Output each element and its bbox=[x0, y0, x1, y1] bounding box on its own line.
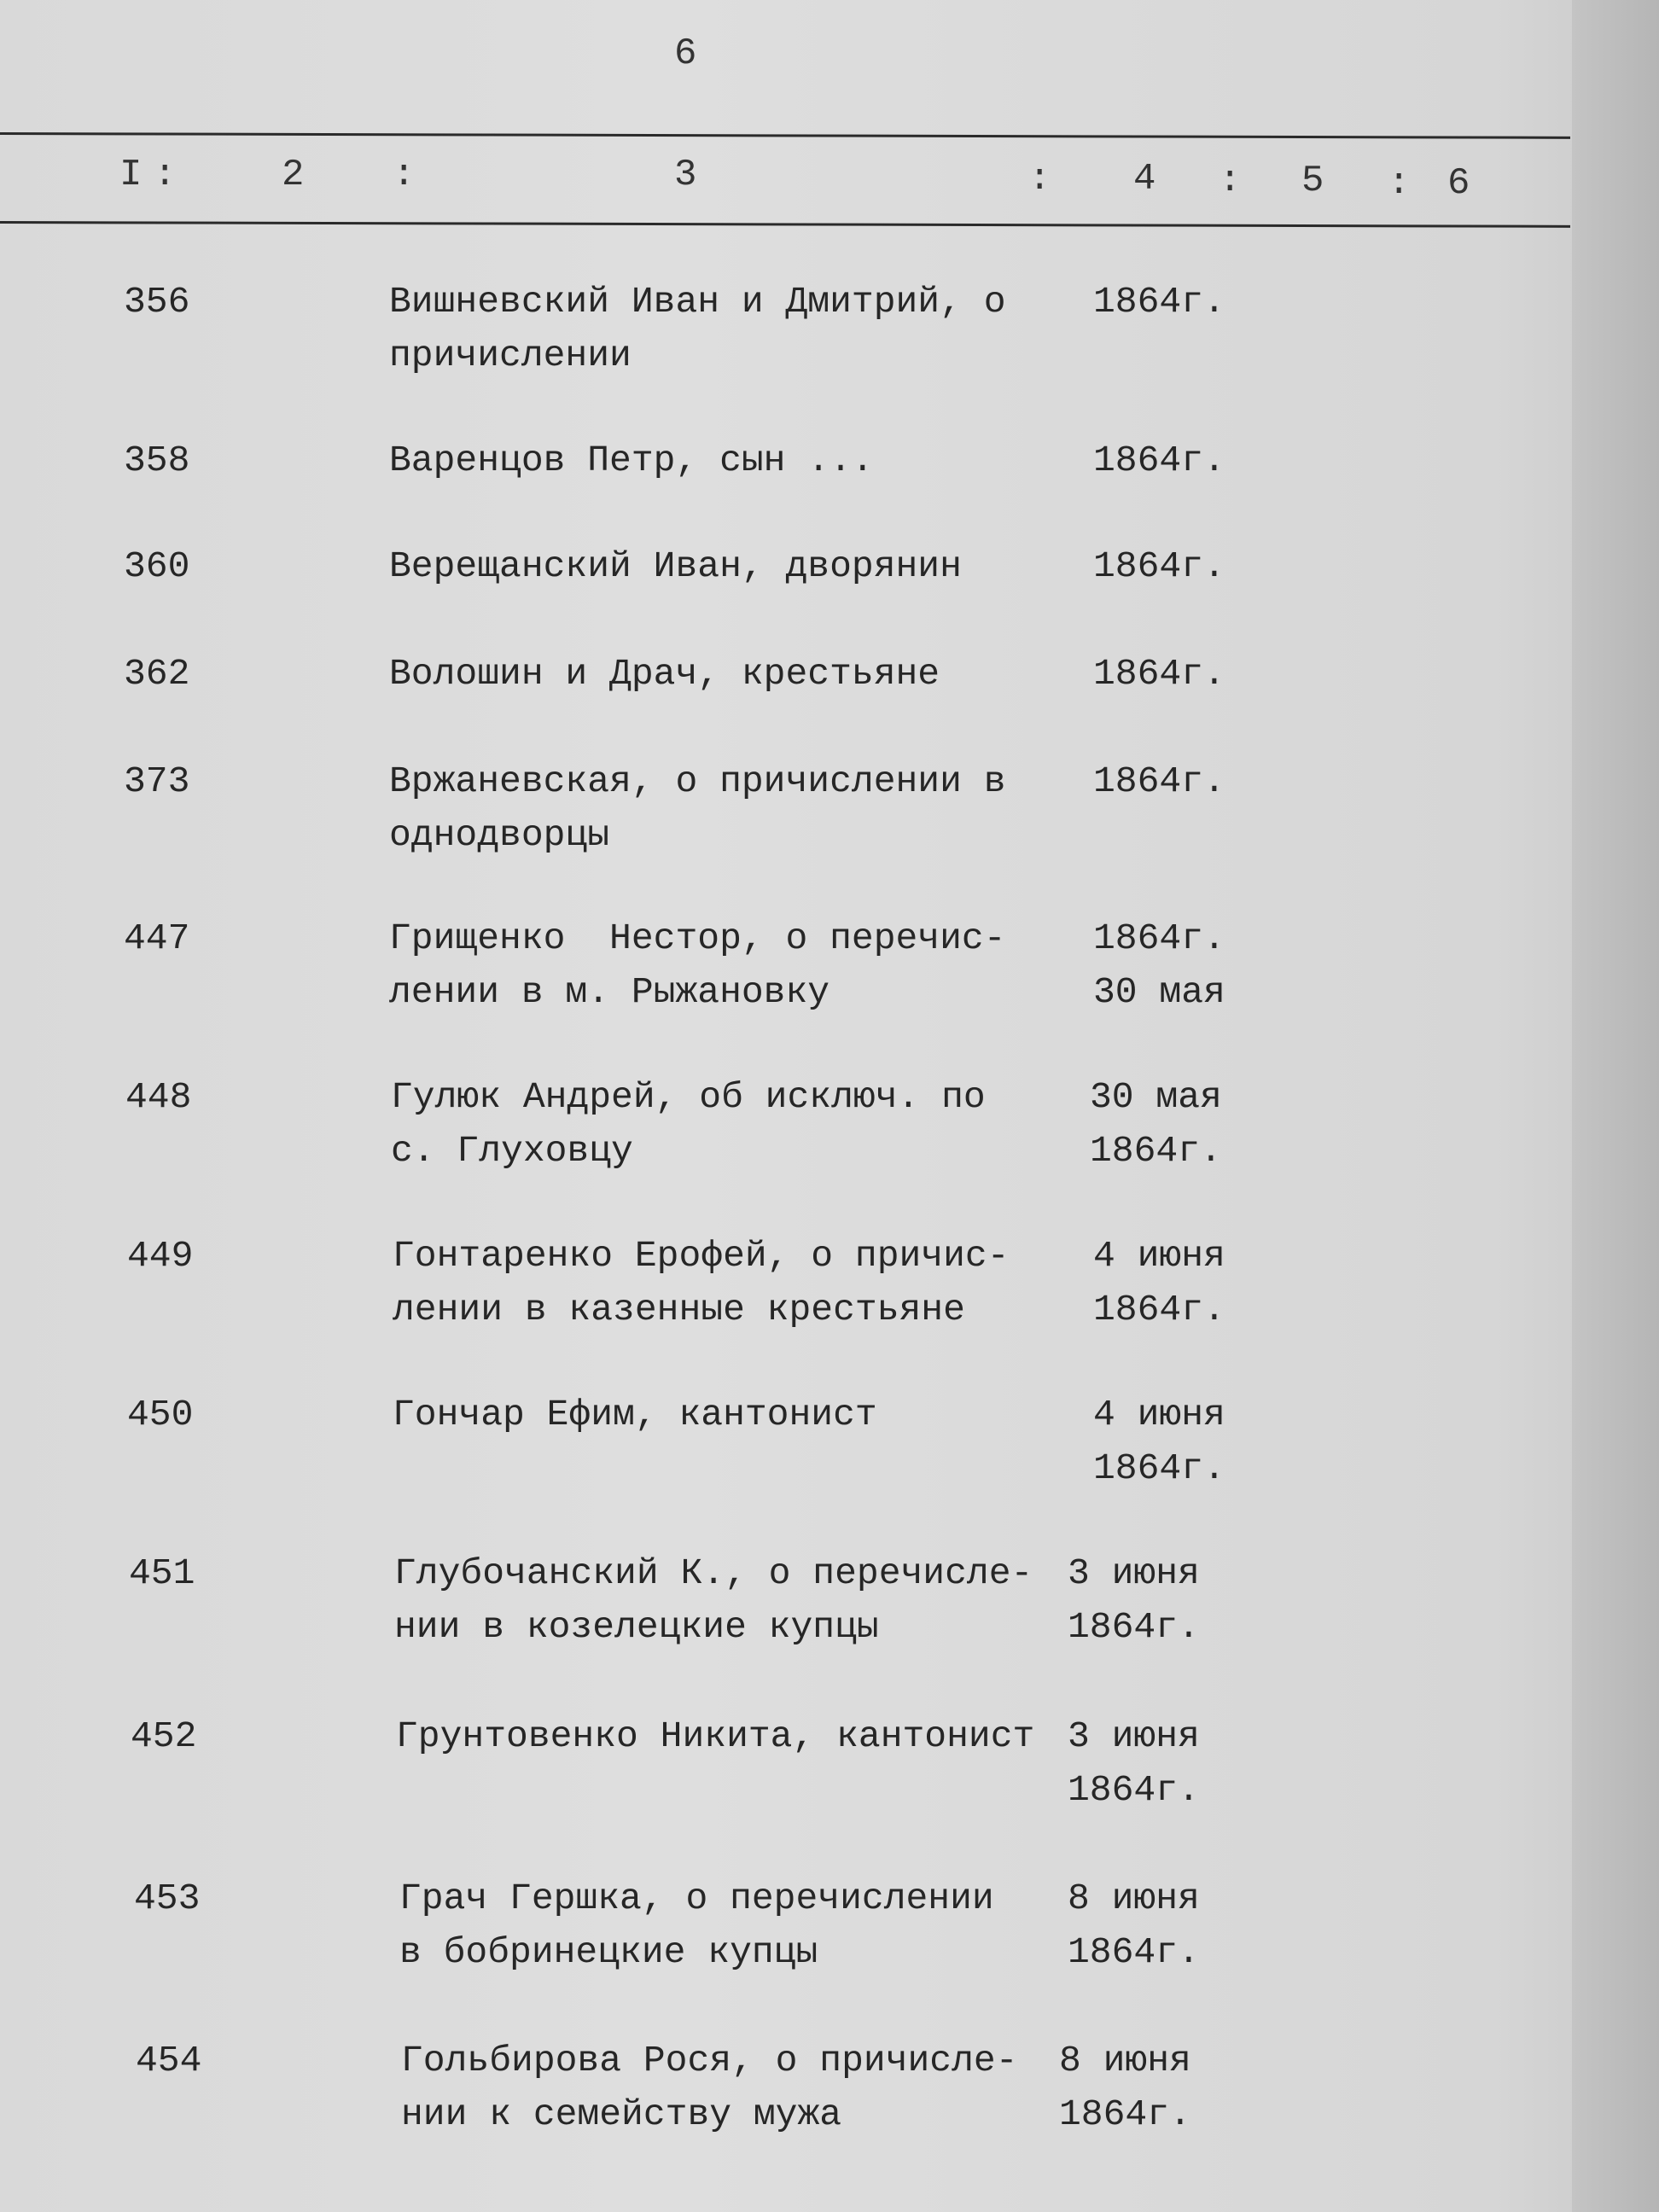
record-date bbox=[1093, 1388, 1225, 1495]
adjacent-page-edge bbox=[1572, 0, 1659, 2212]
record-description bbox=[389, 911, 1006, 1019]
record-number: 451 bbox=[129, 1552, 195, 1594]
date-line: 3 июня bbox=[1068, 1715, 1200, 1757]
date-line: 1864г. bbox=[1090, 1130, 1222, 1172]
description-line: Вишневский Иван и Дмитрий, о bbox=[389, 281, 1006, 323]
header-separator: : bbox=[393, 154, 416, 196]
record-date bbox=[1093, 1229, 1225, 1336]
record-description bbox=[396, 1709, 1034, 1763]
header-bottom-rule bbox=[0, 221, 1570, 228]
page-number: 6 bbox=[674, 32, 697, 75]
record-date bbox=[1068, 1546, 1200, 1654]
record-number: 356 bbox=[124, 281, 190, 323]
date-line: 1864г. bbox=[1093, 1447, 1225, 1489]
description-line: нии в козелецкие купцы bbox=[394, 1606, 879, 1648]
description-line: Грач Гершка, о перечислении bbox=[399, 1877, 994, 1919]
description-line: Гольбирова Рося, о причисле- bbox=[401, 2040, 1018, 2081]
date-line: 1864г. bbox=[1068, 1769, 1200, 1811]
header-col-4: 4 bbox=[1133, 158, 1156, 201]
date-line: 30 мая bbox=[1090, 1076, 1222, 1118]
date-line: 1864г. bbox=[1093, 439, 1225, 481]
record-date bbox=[1093, 434, 1225, 487]
date-line: 4 июня bbox=[1093, 1394, 1225, 1435]
description-line: Варенцов Петр, сын ... bbox=[389, 439, 874, 481]
record-description bbox=[391, 1070, 986, 1178]
header-col-3: 3 bbox=[674, 154, 697, 196]
header-col-5: 5 bbox=[1301, 160, 1324, 202]
record-date bbox=[1093, 275, 1225, 329]
record-number: 450 bbox=[127, 1394, 194, 1435]
record-description bbox=[399, 1871, 994, 1979]
header-separator: : bbox=[154, 154, 177, 196]
record-date bbox=[1093, 754, 1225, 808]
description-line: лении в м. Рыжановку bbox=[389, 971, 830, 1013]
record-date bbox=[1059, 2034, 1191, 2141]
record-number: 454 bbox=[136, 2040, 202, 2081]
date-line: 3 июня bbox=[1068, 1552, 1200, 1594]
record-number: 447 bbox=[124, 917, 190, 959]
header-separator: : bbox=[1388, 162, 1411, 205]
date-line: 1864г. bbox=[1059, 2093, 1191, 2135]
record-number: 448 bbox=[125, 1076, 192, 1118]
description-line: причислении bbox=[389, 335, 632, 376]
description-line: Волошин и Драч, крестьяне bbox=[389, 653, 940, 695]
record-description bbox=[389, 275, 1006, 382]
record-number: 452 bbox=[131, 1715, 197, 1757]
record-description bbox=[389, 539, 962, 593]
record-number: 362 bbox=[124, 653, 190, 695]
record-number: 358 bbox=[124, 439, 190, 481]
date-line: 30 мая bbox=[1093, 971, 1225, 1013]
date-line: 1864г. bbox=[1093, 1289, 1225, 1330]
record-date bbox=[1093, 911, 1225, 1019]
record-date bbox=[1090, 1070, 1222, 1178]
record-number: 453 bbox=[134, 1877, 201, 1919]
date-line: 8 июня bbox=[1068, 1877, 1200, 1919]
record-description bbox=[393, 1229, 1010, 1336]
header-col-1: I bbox=[119, 154, 143, 196]
record-number: 373 bbox=[124, 760, 190, 802]
date-line: 1864г. bbox=[1068, 1606, 1200, 1648]
header-separator: : bbox=[1219, 160, 1242, 202]
record-date bbox=[1093, 647, 1225, 701]
date-line: 1864г. bbox=[1093, 917, 1225, 959]
record-date bbox=[1068, 1709, 1200, 1817]
record-description bbox=[393, 1388, 877, 1441]
record-description bbox=[394, 1546, 1033, 1654]
date-line: 4 июня bbox=[1093, 1235, 1225, 1277]
description-line: Гонтаренко Ерофей, о причис- bbox=[393, 1235, 1010, 1277]
description-line: Вржаневская, о причислении в bbox=[389, 760, 1006, 802]
record-description bbox=[389, 647, 940, 701]
description-line: Гулюк Андрей, об исключ. по bbox=[391, 1076, 986, 1118]
header-col-6: 6 bbox=[1447, 162, 1470, 205]
date-line: 8 июня bbox=[1059, 2040, 1191, 2081]
record-description bbox=[389, 754, 1006, 862]
description-line: с. Глуховцу bbox=[391, 1130, 633, 1172]
description-line: Грищенко Нестор, о перечис- bbox=[389, 917, 1006, 959]
header-separator: : bbox=[1028, 158, 1051, 201]
record-description bbox=[401, 2034, 1018, 2141]
date-line: 1864г. bbox=[1068, 1931, 1200, 1973]
date-line: 1864г. bbox=[1093, 760, 1225, 802]
date-line: 1864г. bbox=[1093, 653, 1225, 695]
description-line: лении в казенные крестьяне bbox=[393, 1289, 965, 1330]
record-date bbox=[1093, 539, 1225, 593]
record-description bbox=[389, 434, 874, 487]
record-date bbox=[1068, 1871, 1200, 1979]
header-top-rule bbox=[0, 132, 1570, 139]
description-line: однодворцы bbox=[389, 814, 610, 856]
description-line: в бобринецкие купцы bbox=[399, 1931, 818, 1973]
description-line: нии к семейству мужа bbox=[401, 2093, 842, 2135]
record-number: 449 bbox=[127, 1235, 194, 1277]
description-line: Верещанский Иван, дворянин bbox=[389, 545, 962, 587]
record-number: 360 bbox=[124, 545, 190, 587]
description-line: Гончар Ефим, кантонист bbox=[393, 1394, 877, 1435]
date-line: 1864г. bbox=[1093, 545, 1225, 587]
date-line: 1864г. bbox=[1093, 281, 1225, 323]
description-line: Глубочанский К., о перечисле- bbox=[394, 1552, 1033, 1594]
header-col-2: 2 bbox=[282, 154, 305, 196]
description-line: Грунтовенко Никита, кантонист bbox=[396, 1715, 1035, 1757]
